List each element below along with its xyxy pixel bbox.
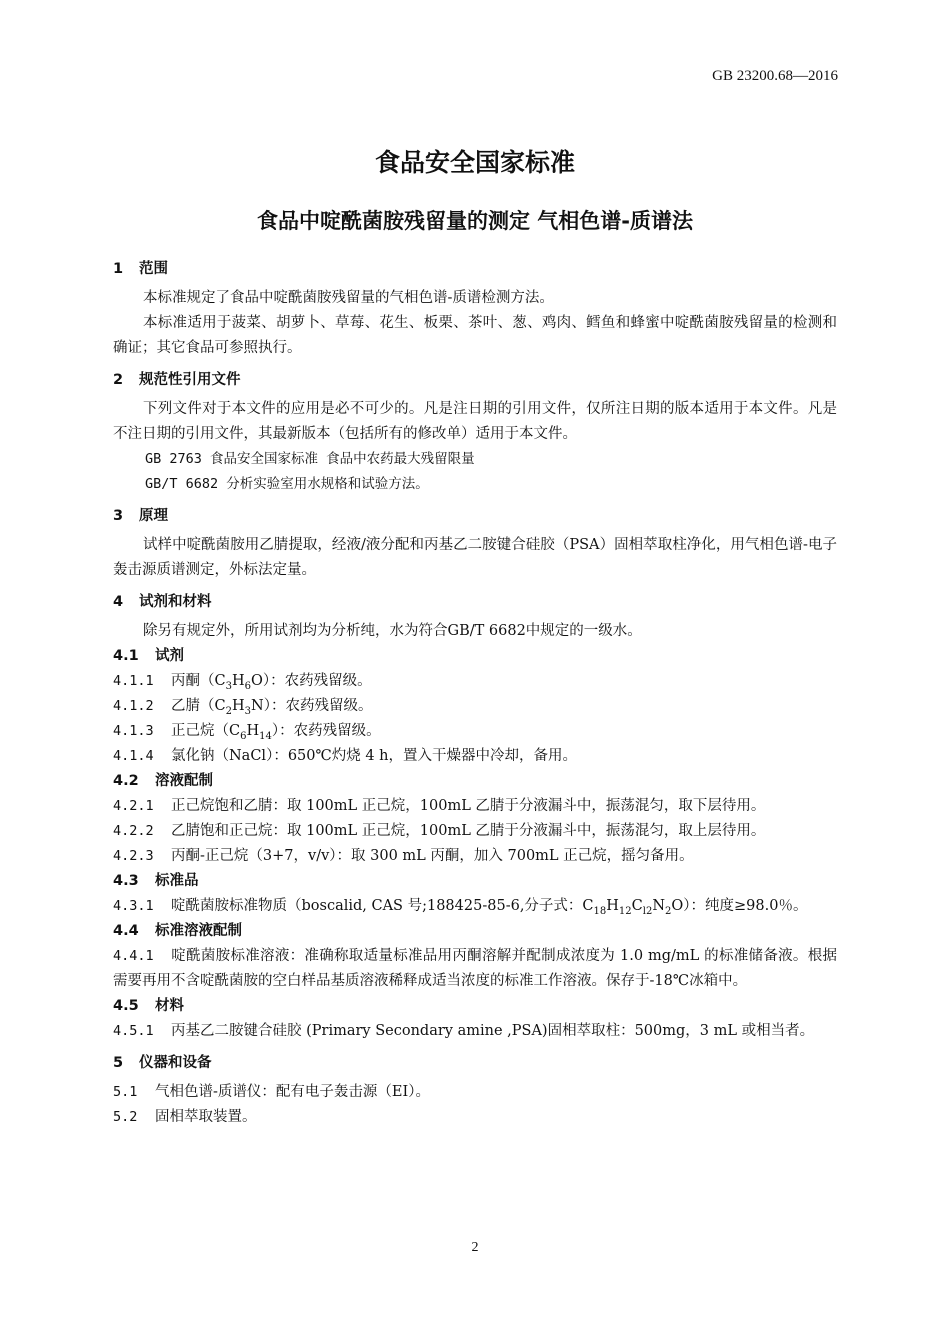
clause-text: 气相色谱-质谱仪：配有电子轰击源（EI）。	[155, 1084, 430, 1100]
document-body	[113, 256, 837, 1130]
clause-item	[113, 844, 837, 869]
clause-text: 氯化钠（NaCl）：650℃灼烧 4 h，置入干燥器中冷却，备用。	[171, 748, 577, 764]
subscript: 2	[665, 905, 672, 917]
subscript: l2	[642, 905, 653, 917]
clause-number: 4.2.3	[113, 848, 154, 864]
subsection-title: 标准溶液配制	[155, 923, 242, 939]
subsection-heading	[113, 994, 837, 1019]
clause-item	[113, 744, 837, 769]
clause-item	[113, 669, 837, 694]
clause-text: O）：农药残留级。	[251, 673, 372, 689]
subsection-title: 材料	[155, 998, 184, 1014]
section-number: 4	[113, 594, 124, 610]
clause-item	[113, 1019, 837, 1044]
section-heading-normative-references	[113, 367, 837, 393]
clause-text: N	[652, 898, 666, 914]
clause-text: N）：农药残留级。	[251, 698, 373, 714]
clause-number: 4.1.1	[113, 673, 154, 689]
section-number: 3	[113, 508, 124, 524]
clause-text: 正己烷（C	[171, 723, 241, 739]
clause-text: 丙酮-正己烷（3+7，v/v）：取 300 mL 丙酮，加入 700mL 正己烷，摇匀备用。	[171, 848, 694, 864]
subsection-title: 溶液配制	[155, 773, 213, 789]
section-title: 仪器和设备	[139, 1055, 212, 1071]
clause-number: 4.4.1	[113, 948, 154, 964]
paragraph: 下列文件对于本文件的应用是必不可少的。凡是注日期的引用文件，仅所注日期的版本适用于本文件。凡是不注日期的引用文件，其最新版本（包括所有的修改单）适用于本文件。	[113, 401, 837, 442]
subsection-heading	[113, 769, 837, 794]
subsection-title: 试剂	[155, 648, 184, 664]
subscript: 3	[225, 680, 232, 692]
section-title: 原理	[139, 508, 168, 524]
standard-code: GB 23200.68—2016	[712, 68, 838, 84]
clause-text: 丙基乙二胺键合硅胶 (Primary Secondary amine ,PSA)固相萃取柱：500mg，3 mL 或相当者。	[171, 1023, 815, 1039]
section-number: 1	[113, 261, 124, 277]
reference-item: GB 2763 食品安全国家标准 食品中农药最大残留限量	[145, 451, 475, 467]
reference-item: GB/T 6682 分析实验室用水规格和试验方法。	[145, 476, 429, 492]
section-heading-principle	[113, 503, 837, 529]
paragraph: 本标准适用于菠菜、胡萝卜、草莓、花生、板栗、茶叶、葱、鸡肉、鳕鱼和蜂蜜中啶酰菌胺残留量的检测和确证；其它食品可参照执行。	[113, 315, 837, 356]
subscript: 18	[593, 905, 607, 917]
paragraph: 本标准规定了食品中啶酰菌胺残留量的气相色谱-质谱检测方法。	[143, 290, 554, 306]
clause-number: 4.1.4	[113, 748, 154, 764]
subsection-title: 标准品	[155, 873, 199, 889]
clause-text: C	[631, 898, 643, 914]
clause-text: 乙腈（C	[171, 698, 226, 714]
clause-item	[113, 894, 837, 919]
section-heading-reagents	[113, 589, 837, 615]
clause-text: 啶酰菌胺标准物质（boscalid, CAS 号;188425-85-6,分子式：C	[171, 898, 594, 914]
subsection-number: 4.2	[113, 773, 139, 789]
section-number: 5	[113, 1055, 124, 1071]
clause-number: 5.1	[113, 1084, 138, 1100]
subsection-heading	[113, 869, 837, 894]
page-number: 2	[471, 1240, 479, 1255]
subsection-number: 4.4	[113, 923, 139, 939]
section-title: 试剂和材料	[139, 594, 212, 610]
clause-number: 4.3.1	[113, 898, 154, 914]
subsection-heading	[113, 919, 837, 944]
clause-text: 固相萃取装置。	[155, 1109, 257, 1125]
clause-item	[113, 819, 837, 844]
clause-text: 正己烷饱和乙腈：取 100mL 正己烷，100mL 乙腈于分液漏斗中，振荡混匀，取下层待用。	[171, 798, 766, 814]
clause-text: H	[231, 673, 245, 689]
paragraph: 试样中啶酰菌胺用乙腈提取，经液/液分配和丙基乙二胺键合硅胶（PSA）固相萃取柱净化，用气相色谱-电子轰击源质谱测定，外标法定量。	[113, 537, 837, 578]
subscript: 12	[618, 905, 632, 917]
clause-item	[113, 694, 837, 719]
clause-item	[113, 1080, 837, 1105]
subscript: 6	[244, 680, 252, 692]
clause-text: ）：农药残留级。	[271, 723, 381, 739]
subscript: 14	[259, 730, 272, 742]
subscript: 2	[225, 705, 232, 717]
section-title: 范围	[139, 261, 168, 277]
clause-number: 4.1.3	[113, 723, 154, 739]
clause-number: 5.2	[113, 1109, 138, 1125]
clause-text: H	[246, 723, 260, 739]
clause-number: 4.5.1	[113, 1023, 154, 1039]
clause-item	[113, 794, 837, 819]
paragraph: 除另有规定外，所用试剂均为分析纯，水为符合GB/T 6682中规定的一级水。	[143, 623, 642, 639]
subsection-heading	[113, 644, 837, 669]
clause-text: 丙酮（C	[171, 673, 226, 689]
clause-text: H	[231, 698, 245, 714]
document-subtitle: 食品中啶酰菌胺残留量的测定 气相色谱-质谱法	[256, 209, 694, 233]
subscript: 6	[240, 730, 247, 742]
clause-number: 4.2.1	[113, 798, 154, 814]
section-number: 2	[113, 372, 124, 388]
clause-text: H	[606, 898, 619, 914]
subscript: 3	[244, 705, 252, 717]
clause-number: 4.2.2	[113, 823, 154, 839]
section-title: 规范性引用文件	[139, 372, 241, 388]
page-title: 食品安全国家标准	[374, 148, 575, 177]
clause-number: 4.1.2	[113, 698, 154, 714]
subsection-number: 4.5	[113, 998, 139, 1014]
clause-text: O）：纯度≥98.0％。	[671, 898, 808, 914]
section-heading-apparatus	[113, 1050, 837, 1076]
clause-text: 啶酰菌胺标准溶液：准确称取适量标准品用丙酮溶解并配制成浓度为 1.0 mg/mL 的标准储备液。根据需要再用不含啶酰菌胺的空白样品基质溶液稀释成适当浓度的标准工作溶液。保存于-18℃冰箱中。	[113, 948, 837, 989]
clause-item	[113, 1105, 837, 1130]
clause-item	[113, 719, 837, 744]
clause-text: 乙腈饱和正己烷：取 100mL 正己烷，100mL 乙腈于分液漏斗中，振荡混匀，取上层待用。	[171, 823, 766, 839]
section-heading-scope	[113, 256, 837, 282]
subsection-number: 4.1	[113, 648, 139, 664]
subsection-number: 4.3	[113, 873, 139, 889]
clause-item	[113, 944, 837, 994]
